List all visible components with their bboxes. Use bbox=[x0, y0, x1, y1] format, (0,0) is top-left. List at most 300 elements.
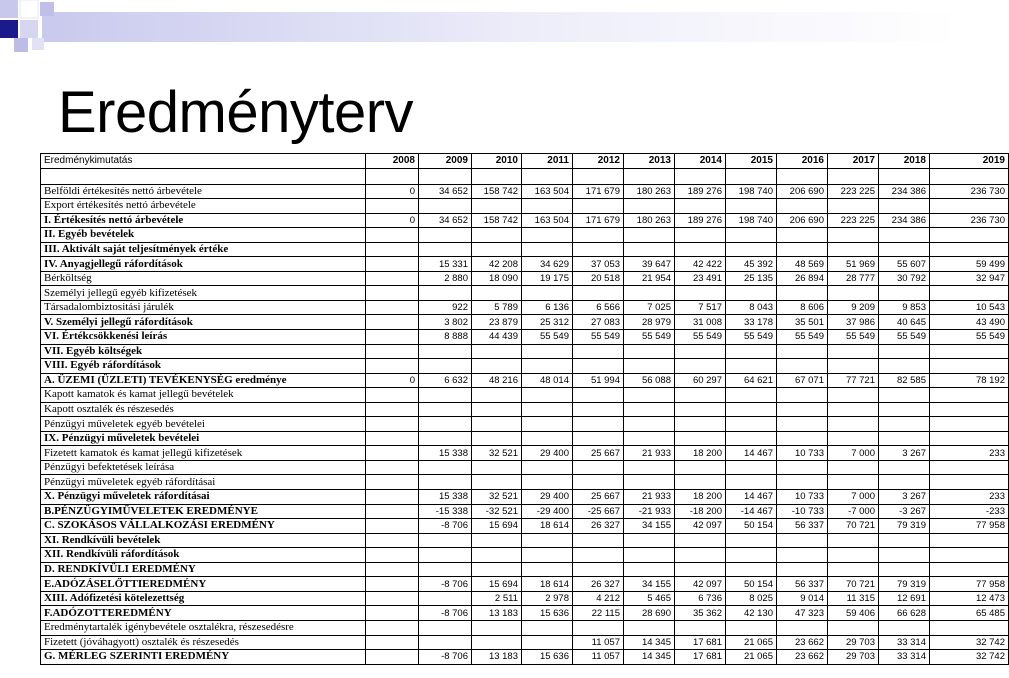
value-cell bbox=[879, 417, 930, 432]
row-label: Kapott osztalék és részesedés bbox=[41, 402, 366, 417]
value-cell bbox=[930, 562, 1009, 577]
value-cell bbox=[366, 168, 419, 184]
value-cell: 79 319 bbox=[879, 519, 930, 534]
value-cell bbox=[930, 417, 1009, 432]
value-cell: 79 319 bbox=[879, 577, 930, 592]
value-cell bbox=[472, 417, 522, 432]
value-cell: 233 bbox=[930, 490, 1009, 505]
year-header: 2018 bbox=[879, 154, 930, 169]
value-cell bbox=[419, 548, 472, 563]
value-cell bbox=[726, 199, 777, 214]
value-cell: 47 323 bbox=[777, 606, 828, 621]
value-cell: 32 521 bbox=[472, 490, 522, 505]
value-cell bbox=[828, 388, 879, 403]
row-label: II. Egyéb bevételek bbox=[41, 228, 366, 243]
value-cell: 21 933 bbox=[624, 490, 675, 505]
value-cell: 0 bbox=[366, 213, 419, 228]
table-row bbox=[41, 519, 1009, 534]
value-cell bbox=[366, 490, 419, 505]
value-cell bbox=[726, 460, 777, 475]
value-cell: 233 bbox=[930, 446, 1009, 461]
value-cell bbox=[573, 286, 624, 301]
value-cell bbox=[624, 359, 675, 374]
value-cell bbox=[930, 402, 1009, 417]
value-cell: 5 465 bbox=[624, 591, 675, 606]
income-plan-table bbox=[40, 153, 1009, 665]
value-cell bbox=[366, 242, 419, 257]
value-cell bbox=[419, 635, 472, 650]
value-cell bbox=[726, 431, 777, 446]
year-header: 2017 bbox=[828, 154, 879, 169]
value-cell: 39 647 bbox=[624, 257, 675, 272]
value-cell bbox=[366, 562, 419, 577]
value-cell bbox=[366, 446, 419, 461]
value-cell bbox=[675, 199, 726, 214]
value-cell bbox=[879, 460, 930, 475]
value-cell bbox=[472, 359, 522, 374]
value-cell: 32 742 bbox=[930, 635, 1009, 650]
value-cell bbox=[419, 168, 472, 184]
value-cell bbox=[675, 228, 726, 243]
row-label: G. MÉRLEG SZERINTI EREDMÉNY bbox=[41, 650, 366, 665]
value-cell: 32 947 bbox=[930, 271, 1009, 286]
row-label: Fizetett (jóváhagyott) osztalék és részesedés bbox=[41, 635, 366, 650]
value-cell bbox=[828, 533, 879, 548]
value-cell bbox=[777, 344, 828, 359]
row-label: Pénzügyi műveletek egyéb bevételei bbox=[41, 417, 366, 432]
value-cell bbox=[675, 359, 726, 374]
value-cell: 26 327 bbox=[573, 519, 624, 534]
value-cell: 23 662 bbox=[777, 635, 828, 650]
value-cell: 66 628 bbox=[879, 606, 930, 621]
value-cell: 6 632 bbox=[419, 373, 472, 388]
value-cell bbox=[930, 388, 1009, 403]
value-cell bbox=[419, 344, 472, 359]
value-cell: 206 690 bbox=[777, 184, 828, 199]
value-cell bbox=[930, 344, 1009, 359]
value-cell bbox=[879, 228, 930, 243]
year-header: 2011 bbox=[522, 154, 573, 169]
value-cell bbox=[879, 548, 930, 563]
value-cell: 18 200 bbox=[675, 446, 726, 461]
table-row bbox=[41, 213, 1009, 228]
value-cell: -32 521 bbox=[472, 504, 522, 519]
value-cell: 34 155 bbox=[624, 519, 675, 534]
value-cell bbox=[624, 548, 675, 563]
value-cell bbox=[366, 548, 419, 563]
row-label: III. Aktivált saját teljesítmények értéke bbox=[41, 242, 366, 257]
table-row bbox=[41, 446, 1009, 461]
value-cell: -10 733 bbox=[777, 504, 828, 519]
value-cell: 7 000 bbox=[828, 446, 879, 461]
value-cell bbox=[726, 388, 777, 403]
value-cell: 21 933 bbox=[624, 446, 675, 461]
value-cell bbox=[522, 417, 573, 432]
row-label: Társadalombiztositási járulék bbox=[41, 300, 366, 315]
value-cell: 2 511 bbox=[472, 591, 522, 606]
value-cell bbox=[573, 460, 624, 475]
year-header: 2009 bbox=[419, 154, 472, 169]
value-cell bbox=[624, 431, 675, 446]
value-cell bbox=[522, 199, 573, 214]
value-cell: 25 135 bbox=[726, 271, 777, 286]
year-header: 2013 bbox=[624, 154, 675, 169]
value-cell bbox=[366, 533, 419, 548]
value-cell: 5 789 bbox=[472, 300, 522, 315]
value-cell bbox=[930, 242, 1009, 257]
value-cell bbox=[472, 533, 522, 548]
value-cell bbox=[726, 620, 777, 635]
value-cell bbox=[366, 228, 419, 243]
value-cell: 21 954 bbox=[624, 271, 675, 286]
value-cell: 15 338 bbox=[419, 446, 472, 461]
value-cell: 9 014 bbox=[777, 591, 828, 606]
value-cell: 31 008 bbox=[675, 315, 726, 330]
value-cell: 42 097 bbox=[675, 519, 726, 534]
table-body bbox=[41, 168, 1009, 664]
value-cell: 8 025 bbox=[726, 591, 777, 606]
year-header: 2012 bbox=[573, 154, 624, 169]
table-row bbox=[41, 533, 1009, 548]
value-cell: 26 327 bbox=[573, 577, 624, 592]
value-cell: 48 569 bbox=[777, 257, 828, 272]
value-cell bbox=[777, 199, 828, 214]
value-cell bbox=[624, 475, 675, 490]
value-cell bbox=[366, 359, 419, 374]
value-cell: 77 958 bbox=[930, 577, 1009, 592]
value-cell: 60 297 bbox=[675, 373, 726, 388]
value-cell bbox=[522, 635, 573, 650]
value-cell bbox=[573, 359, 624, 374]
value-cell: 51 994 bbox=[573, 373, 624, 388]
value-cell: 56 088 bbox=[624, 373, 675, 388]
value-cell bbox=[624, 344, 675, 359]
row-label: Bérköltség bbox=[41, 271, 366, 286]
value-cell: 29 400 bbox=[522, 446, 573, 461]
value-cell bbox=[879, 402, 930, 417]
table-row bbox=[41, 330, 1009, 345]
value-cell bbox=[573, 475, 624, 490]
value-cell bbox=[828, 286, 879, 301]
value-cell: -233 bbox=[930, 504, 1009, 519]
value-cell bbox=[828, 417, 879, 432]
value-cell: 67 071 bbox=[777, 373, 828, 388]
row-label: Eredménytartalék igénybevétele osztalékra, részesedésre bbox=[41, 620, 366, 635]
value-cell: 18 200 bbox=[675, 490, 726, 505]
value-cell bbox=[675, 402, 726, 417]
value-cell: 43 490 bbox=[930, 315, 1009, 330]
value-cell bbox=[828, 475, 879, 490]
value-cell: 44 439 bbox=[472, 330, 522, 345]
table-row bbox=[41, 460, 1009, 475]
value-cell bbox=[777, 359, 828, 374]
value-cell bbox=[624, 286, 675, 301]
row-label: B.PÉNZÜGYIMŰVELETEK EREDMÉNYE bbox=[41, 504, 366, 519]
value-cell bbox=[472, 199, 522, 214]
value-cell: 163 504 bbox=[522, 213, 573, 228]
value-cell: 55 549 bbox=[624, 330, 675, 345]
value-cell bbox=[777, 402, 828, 417]
value-cell: 14 467 bbox=[726, 490, 777, 505]
value-cell bbox=[777, 417, 828, 432]
value-cell: 48 216 bbox=[472, 373, 522, 388]
value-cell: 55 549 bbox=[930, 330, 1009, 345]
value-cell: 14 345 bbox=[624, 635, 675, 650]
value-cell bbox=[419, 402, 472, 417]
value-cell bbox=[366, 475, 419, 490]
year-header: 2008 bbox=[366, 154, 419, 169]
year-header: 2019 bbox=[930, 154, 1009, 169]
year-header: 2015 bbox=[726, 154, 777, 169]
value-cell bbox=[675, 562, 726, 577]
value-cell: 6 136 bbox=[522, 300, 573, 315]
row-label: XI. Rendkívüli bevételek bbox=[41, 533, 366, 548]
value-cell: 19 175 bbox=[522, 271, 573, 286]
value-cell: 77 721 bbox=[828, 373, 879, 388]
value-cell: 33 314 bbox=[879, 635, 930, 650]
value-cell: 18 090 bbox=[472, 271, 522, 286]
value-cell bbox=[522, 344, 573, 359]
value-cell bbox=[366, 257, 419, 272]
value-cell bbox=[366, 591, 419, 606]
value-cell: 30 792 bbox=[879, 271, 930, 286]
value-cell bbox=[879, 286, 930, 301]
value-cell: 234 386 bbox=[879, 184, 930, 199]
value-cell bbox=[726, 286, 777, 301]
value-cell bbox=[366, 388, 419, 403]
value-cell bbox=[624, 199, 675, 214]
value-cell bbox=[624, 620, 675, 635]
value-cell bbox=[879, 199, 930, 214]
table-row bbox=[41, 402, 1009, 417]
value-cell bbox=[624, 388, 675, 403]
value-cell bbox=[828, 359, 879, 374]
row-label: F.ADÓZOTTEREDMÉNY bbox=[41, 606, 366, 621]
row-label: VIII. Egyéb ráfordítások bbox=[41, 359, 366, 374]
value-cell: 198 740 bbox=[726, 184, 777, 199]
row-label: Kapott kamatok és kamat jellegű bevételek bbox=[41, 388, 366, 403]
value-cell bbox=[624, 168, 675, 184]
year-header: 2016 bbox=[777, 154, 828, 169]
value-cell bbox=[828, 242, 879, 257]
row-label: E.ADÓZÁSELŐTTIEREDMÉNY bbox=[41, 577, 366, 592]
value-cell: 0 bbox=[366, 373, 419, 388]
value-cell bbox=[726, 228, 777, 243]
value-cell: -25 667 bbox=[573, 504, 624, 519]
value-cell bbox=[366, 344, 419, 359]
value-cell: 18 614 bbox=[522, 519, 573, 534]
value-cell bbox=[573, 431, 624, 446]
value-cell bbox=[522, 548, 573, 563]
value-cell bbox=[777, 562, 828, 577]
value-cell bbox=[624, 460, 675, 475]
table-row bbox=[41, 417, 1009, 432]
row-label: XII. Rendkívüli ráfordítások bbox=[41, 548, 366, 563]
table-row bbox=[41, 168, 1009, 184]
value-cell bbox=[472, 562, 522, 577]
value-cell: 33 314 bbox=[879, 650, 930, 665]
table-row bbox=[41, 199, 1009, 214]
row-label: Fizetett kamatok és kamat jellegű kifizetések bbox=[41, 446, 366, 461]
value-cell: 14 467 bbox=[726, 446, 777, 461]
value-cell bbox=[419, 533, 472, 548]
value-cell: 50 154 bbox=[726, 577, 777, 592]
value-cell: -8 706 bbox=[419, 577, 472, 592]
value-cell: 13 183 bbox=[472, 650, 522, 665]
value-cell bbox=[726, 475, 777, 490]
value-cell bbox=[624, 417, 675, 432]
value-cell bbox=[522, 228, 573, 243]
value-cell: 21 065 bbox=[726, 650, 777, 665]
value-cell bbox=[675, 242, 726, 257]
value-cell bbox=[419, 388, 472, 403]
value-cell: 9 209 bbox=[828, 300, 879, 315]
value-cell: 34 155 bbox=[624, 577, 675, 592]
value-cell: 42 208 bbox=[472, 257, 522, 272]
value-cell: 7 025 bbox=[624, 300, 675, 315]
value-cell bbox=[675, 344, 726, 359]
table-row bbox=[41, 184, 1009, 199]
value-cell: -21 933 bbox=[624, 504, 675, 519]
value-cell: 11 315 bbox=[828, 591, 879, 606]
value-cell: 56 337 bbox=[777, 577, 828, 592]
value-cell bbox=[726, 402, 777, 417]
row-label: D. RENDKÍVÜLI EREDMÉNY bbox=[41, 562, 366, 577]
value-cell: -3 267 bbox=[879, 504, 930, 519]
value-cell bbox=[472, 548, 522, 563]
value-cell bbox=[573, 562, 624, 577]
value-cell: -8 706 bbox=[419, 606, 472, 621]
value-cell bbox=[573, 344, 624, 359]
value-cell: 42 422 bbox=[675, 257, 726, 272]
value-cell bbox=[419, 286, 472, 301]
value-cell: 171 679 bbox=[573, 184, 624, 199]
value-cell: 15 636 bbox=[522, 606, 573, 621]
value-cell bbox=[522, 431, 573, 446]
row-label: Személyi jellegű egyéb kifizetések bbox=[41, 286, 366, 301]
value-cell: 189 276 bbox=[675, 213, 726, 228]
value-cell bbox=[777, 168, 828, 184]
value-cell bbox=[726, 242, 777, 257]
value-cell bbox=[419, 242, 472, 257]
value-cell bbox=[573, 620, 624, 635]
value-cell: 29 400 bbox=[522, 490, 573, 505]
year-header: 2014 bbox=[675, 154, 726, 169]
value-cell bbox=[419, 228, 472, 243]
value-cell: -8 706 bbox=[419, 650, 472, 665]
table-row bbox=[41, 562, 1009, 577]
row-label: C. SZOKÁSOS VÁLLALKOZÁSI EREDMÉNY bbox=[41, 519, 366, 534]
value-cell bbox=[828, 402, 879, 417]
value-cell: 12 691 bbox=[879, 591, 930, 606]
value-cell: 34 652 bbox=[419, 184, 472, 199]
value-cell bbox=[879, 344, 930, 359]
value-cell bbox=[366, 286, 419, 301]
value-cell: 23 491 bbox=[675, 271, 726, 286]
value-cell: 35 362 bbox=[675, 606, 726, 621]
value-cell bbox=[419, 417, 472, 432]
value-cell bbox=[777, 242, 828, 257]
value-cell: 198 740 bbox=[726, 213, 777, 228]
value-cell: 27 083 bbox=[573, 315, 624, 330]
value-cell: 37 053 bbox=[573, 257, 624, 272]
value-cell: 64 621 bbox=[726, 373, 777, 388]
table-row bbox=[41, 650, 1009, 665]
value-cell: 55 549 bbox=[573, 330, 624, 345]
value-cell bbox=[522, 286, 573, 301]
value-cell: 10 543 bbox=[930, 300, 1009, 315]
value-cell: 15 331 bbox=[419, 257, 472, 272]
value-cell: 51 969 bbox=[828, 257, 879, 272]
table-row bbox=[41, 300, 1009, 315]
value-cell bbox=[366, 650, 419, 665]
value-cell bbox=[624, 562, 675, 577]
table-row bbox=[41, 606, 1009, 621]
value-cell: 55 549 bbox=[777, 330, 828, 345]
value-cell bbox=[777, 388, 828, 403]
value-cell: 6 736 bbox=[675, 591, 726, 606]
value-cell bbox=[573, 199, 624, 214]
value-cell bbox=[472, 344, 522, 359]
value-cell: 17 681 bbox=[675, 650, 726, 665]
value-cell bbox=[675, 168, 726, 184]
row-label: I. Értékesítés nettó árbevétele bbox=[41, 213, 366, 228]
value-cell bbox=[472, 242, 522, 257]
value-cell: 236 730 bbox=[930, 184, 1009, 199]
value-cell bbox=[675, 417, 726, 432]
value-cell bbox=[828, 168, 879, 184]
value-cell: 40 645 bbox=[879, 315, 930, 330]
value-cell: 9 853 bbox=[879, 300, 930, 315]
value-cell bbox=[930, 620, 1009, 635]
value-cell bbox=[879, 562, 930, 577]
value-cell: 11 057 bbox=[573, 650, 624, 665]
value-cell bbox=[828, 548, 879, 563]
value-cell: 17 681 bbox=[675, 635, 726, 650]
value-cell: 20 518 bbox=[573, 271, 624, 286]
value-cell bbox=[419, 199, 472, 214]
value-cell bbox=[366, 330, 419, 345]
value-cell: 171 679 bbox=[573, 213, 624, 228]
value-cell: 82 585 bbox=[879, 373, 930, 388]
value-cell bbox=[366, 417, 419, 432]
table-row bbox=[41, 548, 1009, 563]
row-label: IV. Anyagjellegű ráfordítások bbox=[41, 257, 366, 272]
value-cell bbox=[366, 519, 419, 534]
value-cell bbox=[366, 606, 419, 621]
value-cell: -29 400 bbox=[522, 504, 573, 519]
value-cell bbox=[522, 388, 573, 403]
value-cell bbox=[366, 635, 419, 650]
value-cell: 23 879 bbox=[472, 315, 522, 330]
value-cell: 234 386 bbox=[879, 213, 930, 228]
value-cell: -7 000 bbox=[828, 504, 879, 519]
value-cell bbox=[573, 388, 624, 403]
value-cell: 21 065 bbox=[726, 635, 777, 650]
value-cell: -15 338 bbox=[419, 504, 472, 519]
value-cell: 12 473 bbox=[930, 591, 1009, 606]
table-row bbox=[41, 315, 1009, 330]
value-cell: -18 200 bbox=[675, 504, 726, 519]
value-cell bbox=[522, 460, 573, 475]
value-cell bbox=[726, 344, 777, 359]
value-cell bbox=[930, 475, 1009, 490]
value-cell: 15 694 bbox=[472, 519, 522, 534]
value-cell bbox=[726, 417, 777, 432]
value-cell bbox=[522, 533, 573, 548]
value-cell bbox=[930, 359, 1009, 374]
value-cell: 10 733 bbox=[777, 446, 828, 461]
